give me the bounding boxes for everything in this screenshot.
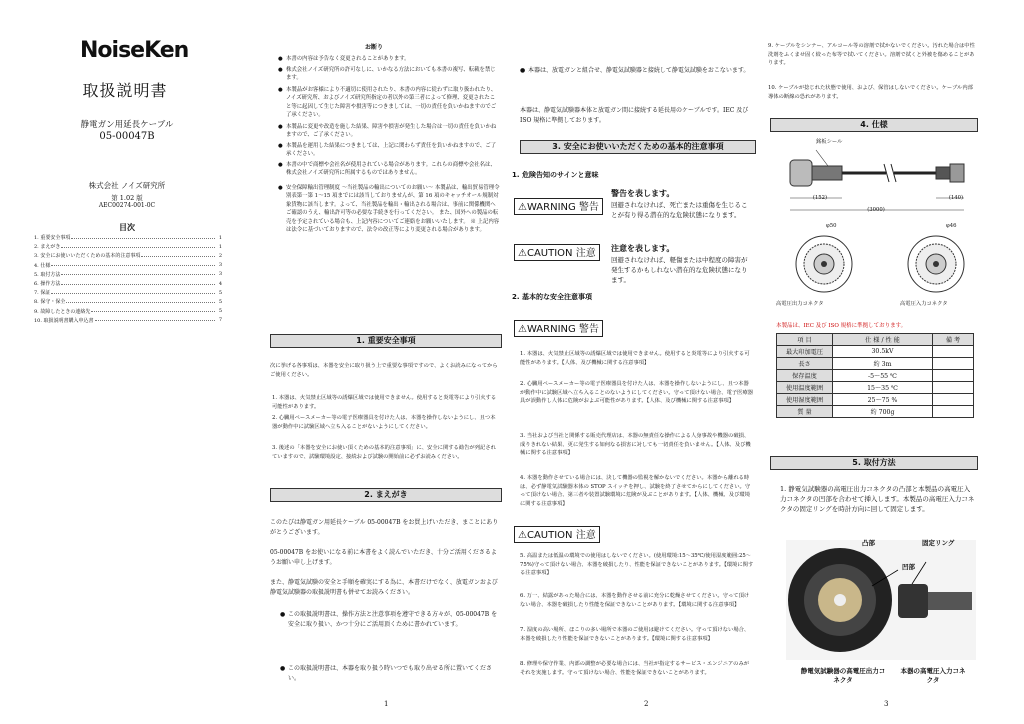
section-1-item: 3. 後述の「本器を安全にお使い頂くための基本的注意事項」に、安全に関する勧告が列記されていますので、試験環境設定、接続および試験の開始前に必ずお読みください。	[272, 445, 496, 460]
table-cell	[933, 370, 974, 382]
page-number: 3	[884, 700, 889, 708]
caution-item: 9. ケーブルをシンナー、アルコール等の溶剤で拭かないでください。汚れた場合は中性洗剤をふくませ固く絞った布等で拭いてください。溶剤で拭くと外被を傷めることがあります。	[768, 43, 975, 67]
warning-item: 1. 本器は、火気禁止区域等の誘爆区域では使用できません。使用すると炎電等により引火する可能性があります。【人体、及び機械に関する注意事項】	[520, 351, 750, 366]
spec-table	[776, 333, 974, 418]
page-number: 2	[644, 700, 649, 708]
table-row	[777, 358, 974, 370]
table-cell: 25〜75 %	[833, 394, 933, 406]
dimension-label: (152)	[812, 195, 828, 201]
warning-item: 3. 当社および当社と関係する販売代理店は、本器の無責任な操作による人身事故や機器の破損、成りきれない結果、更に発生する如何なる損害に対しても一切責任を負いません。【人体、及び機械に関する注意事項】	[520, 433, 751, 457]
toc-item[interactable]: 3. 安全にお使いいただくための基本的注意事項 2	[34, 252, 222, 260]
table-row	[777, 346, 974, 358]
document-title: 取扱説明書	[82, 81, 168, 100]
dimension-label: (3000)	[867, 207, 885, 213]
table-row	[777, 334, 974, 346]
section-4-heading: 4. 仕様	[770, 118, 978, 132]
table-cell: 約 700g	[833, 406, 933, 418]
section-3-sub-heading: 2. 基本的な安全注意事項	[512, 293, 592, 301]
warning-item: 4. 本器を動作させている場合には、決して機器の監視を解かないでください。本器から離れる時は、必ず静電気試験器本体の STOP スイッチを押し、試験を終了させてからにしてください。守って頂けない場合、第三者や装置試験環境に危険が及ぶことがあります。【人体、機械、及び環境に関する注意事項】	[520, 475, 751, 507]
section-1-intro: 次に挙げる各事項は、本器を安全に取り扱う上で重要な事項ですので、よくお読みになってからご使用ください。	[270, 363, 498, 378]
noiseken-logo: NoiseKen	[80, 38, 189, 63]
table-cell: -5〜55 ℃	[833, 370, 933, 382]
table-header: 項 目	[777, 334, 833, 346]
caution-item: 8. 修理や保守作業、内部の調整が必要な場合には、当社が指定するサービス・エンジニアのみがそれを実施します。守って頂けない場合、性能を保証できないことがあります。	[520, 661, 750, 676]
section-3-heading: 3. 安全にお使いいただくための基本的注意事項	[520, 140, 756, 154]
warning-item: 2. 心臓用ペースメーカー等の電子医療器具を付けた人は、本器を操作しないようにし、且つ本器が動作中に試験区域へ立ち入ることのないようにしてください。守って頂けない場合、電子医療器具が誤動作し人体に危険がおよぶ可能性があります。【人体、及び機械に関する注意事項】	[520, 381, 754, 405]
caution-text: 回避されなければ、軽傷または中程度の障害が発生するかもしれない潜在的な危険状態になります。	[611, 256, 748, 284]
table-cell: 使用温度範囲	[777, 382, 833, 394]
section-2-paragraph: また、静電気試験の安全と手順を確実にする為に、本書だけでなく、放電ガンおよび静電気試験器の取扱説明書も併せてお読みください。	[270, 579, 498, 596]
notice-item: ● 本製品がお客様により不適切に使用されたり、本書の内容に従わずに取り扱われたり、ノイズ研究所、およびノイズ研究所指定の者以外の第三者によって修理、変更されたこと等に起因して生じた障害や損害等につきましては、一切の責任を負いかねますのでご了承ください。	[278, 87, 497, 119]
caution-label: ⚠CAUTION 注意	[514, 526, 600, 543]
section-2-paragraph: このたびは静電ガン用延長ケーブル 05-00047B をお買上げいただき、まことにありがとうございます。	[270, 519, 499, 536]
table-cell: 保存温度	[777, 370, 833, 382]
section-2-paragraph: 05-00047B をお使いになる前に本書をよく読んでいただき、十分ご活用くださるようお願い申し上げます。	[270, 549, 497, 566]
connector-photo	[786, 540, 976, 660]
section-5-heading: 5. 取付方法	[770, 456, 978, 470]
section-1-item: 2. 心臓用ペースメーカー等の電子医療器具を付けた人は、本器を操作しないようにし、且つ本器が動作中に試験区域へ立ち入ることがないようにしてください。	[272, 415, 496, 430]
toc-item[interactable]: 2. まえがき 1	[34, 243, 222, 251]
notice-item: ● 本製品を運用した結果につきましては、上記に関わらず責任を負いかねますので、ご了承ください。	[278, 143, 497, 158]
toc-item[interactable]: 10. 取扱説明書購入申込書 7	[34, 317, 222, 324]
toc-item[interactable]: 8. 保守・保全 5	[34, 298, 222, 306]
output-connector-caption: 高電圧出力コネクタ	[776, 301, 824, 307]
section-2-bullet: ● この取扱説明書は、操作方法と注意事項を遵守できる方々が、05-00047B を安全に取り扱い、かつ十分にご活用頂くために書かれています。	[280, 611, 498, 628]
output-connector-photo-caption: 静電気試験器の高電圧出力コネクタ	[800, 667, 886, 684]
product-name: 静電ガン用延長ケーブル	[80, 120, 174, 130]
table-cell	[933, 358, 974, 370]
input-connector-caption: 高電圧入力コネクタ	[900, 301, 948, 307]
table-cell	[933, 382, 974, 394]
installation-step: 1. 静電気試験器の高電圧出力コネクタの凸部と本製品の高電圧入力コネクタの凹部を合わせて挿入します。本製品の高電圧入力コネクタの固定リングを時計方向に回して固定します。	[780, 485, 975, 513]
table-cell: 30.5kV	[833, 346, 933, 358]
warning-title: 警告を表します。	[611, 189, 675, 198]
table-cell: 最大印加電圧	[777, 346, 833, 358]
table-cell: 長さ	[777, 358, 833, 370]
section-2-heading: 2. まえがき	[270, 488, 502, 502]
convex-label: 凸部	[862, 539, 875, 547]
warning-text: 回避されなければ、死亡または重傷を生じることが有り得る潜在的な危険状態になります。	[611, 201, 748, 219]
section-2-bullet: ● 本器は、放電ガンと組合せ、静電気試験器と接続して静電気試験をおこないます。	[520, 67, 750, 74]
section-3-sub-heading: 1. 危険告知のサインと意味	[512, 171, 599, 179]
table-cell	[933, 394, 974, 406]
notice-title: お断り	[365, 44, 384, 51]
caution-item: 10. ケーブルが捻じれた状態で使用、および、保管はしないでください。ケーブル内部導体の断線の恐れがあります。	[768, 85, 973, 100]
section-1-heading: 1. 重要安全事項	[270, 334, 502, 348]
section-1-item: 1. 本器は、火気禁止区域等の誘爆区域では使用できません。使用すると炎電等により引火する可能性があります。	[272, 395, 497, 410]
table-cell	[933, 346, 974, 358]
table-row	[777, 406, 974, 418]
standards-note: 本製品は、IEC 及び ISO 規格に準拠しております。	[776, 323, 907, 329]
toc-title: 目次	[119, 222, 135, 232]
table-header: 仕 様 / 性 能	[833, 334, 933, 346]
table-row	[777, 382, 974, 394]
table-row	[777, 394, 974, 406]
dimension-label: (140)	[948, 195, 964, 201]
diameter-label: φ46	[946, 223, 957, 229]
warning-label: ⚠WARNING 警告	[514, 198, 603, 215]
edition: 第 1.02 版	[111, 194, 143, 202]
toc-item[interactable]: 4. 仕様 3	[34, 262, 222, 269]
document-code: AEC00274-001-0C	[98, 202, 156, 209]
caution-item: 7. 湿度の高い場所、ほこりの多い場所で本器のご使用は避けてください。守って頂けない場合、本器を破損したり性能を保証できないことがあります。【環境に関する注意事項】	[520, 627, 750, 642]
table-cell: 使用湿度範囲	[777, 394, 833, 406]
cable-dimension-drawing	[776, 136, 976, 216]
caution-item: 6. 万一、結露があった場合には、本器を動作させる前に充分に乾燥させてください。守って頂けない場合、本器を破損したり性能を保証できないことがあります。【環境に関する注意事項】	[520, 593, 750, 608]
fixing-ring-label: 固定リング	[922, 539, 955, 547]
notice-item: ● 安全保障輸出管理制度 〜当社製品の輸出についてのお願い〜 本製品は、輸出貿易管理令別表第一第 1〜15 項までには該当しておりませんが、第 16 項のキャッチオール規制対象貨物に該当します。よって、当社製品を輸出・輸出される場合は、事前に関係機関へご確認のうえ、輸出許可等の必要な手続きを行ってください。 また、国外への製品の転売を予定されている場合も、上記内容についてご連絡をお願いいたします。 ※ 上記内容は法令に基づいておりますので、法令の改正等により変更される場合があります。	[278, 185, 500, 234]
notice-item: ● 本製品に変更や改造を施した結果、障害や損害が発生した場合は一切の責任を負いかねますので、ご了承ください。	[278, 124, 497, 139]
toc-item[interactable]: 7. 保証 5	[34, 289, 222, 297]
company-name: 株式会社 ノイズ研究所	[88, 181, 166, 190]
toc-item[interactable]: 9. 故障したときの連絡先 5	[34, 308, 222, 315]
input-connector-photo-caption: 本器の高電圧入力コネクタ	[900, 667, 966, 684]
table-cell: 15〜35 ℃	[833, 382, 933, 394]
table-cell: 約 3m	[833, 358, 933, 370]
table-cell	[933, 406, 974, 418]
section-2-bullet: ● この取扱説明書は、本器を取り扱う時いつでも取り出せる所に置いてください。	[280, 665, 493, 682]
table-of-contents	[34, 233, 222, 325]
caution-item: 5. 高温または低温の環境での使用はしないでください。(使用環境:15〜35℃/使用湿度範囲:25〜75%)守って頂けない場合、本器を破損したり、性能を保証できないことがあります。【環境に関する注意事項】	[520, 553, 754, 577]
toc-item[interactable]: 5. 取付方法 3	[34, 271, 222, 278]
model-number: 05-00047B	[99, 131, 155, 142]
notice-item: ● 本書の中で商標や会社名が使用されている場合があります。これらの商標や会社名は、株式会社ノイズ研究所に所属するものではありません。	[278, 162, 496, 177]
caution-label: ⚠CAUTION 注意	[514, 244, 600, 261]
notice-item: ● 本書の内容は予告なく変更されることがあります。	[278, 56, 410, 62]
warning-label: ⚠WARNING 警告	[514, 320, 603, 337]
table-row	[777, 370, 974, 382]
toc-item[interactable]: 1. 重要安全事項 1	[34, 234, 222, 242]
section-2-paragraph: 本器は、静電気試験器本体と放電ガン間に接続する延長用のケーブルです。IEC 及び ISO 規格に準拠しております。	[520, 107, 749, 124]
page-number: 1	[384, 700, 389, 708]
connector-face-drawing	[780, 228, 980, 298]
nameplate-label: 銘板シール	[816, 139, 843, 145]
concave-label: 凹部	[902, 563, 915, 571]
caution-title: 注意を表します。	[611, 244, 675, 253]
table-cell: 質 量	[777, 406, 833, 418]
toc-item[interactable]: 6. 操作方法 4	[34, 280, 222, 288]
diameter-label: φ50	[826, 223, 837, 229]
notice-item: ● 株式会社ノイズ研究所の許可なしに、いかなる方法においても本書の複写、転載を禁じます。	[278, 67, 496, 82]
table-header: 備 考	[933, 334, 974, 346]
